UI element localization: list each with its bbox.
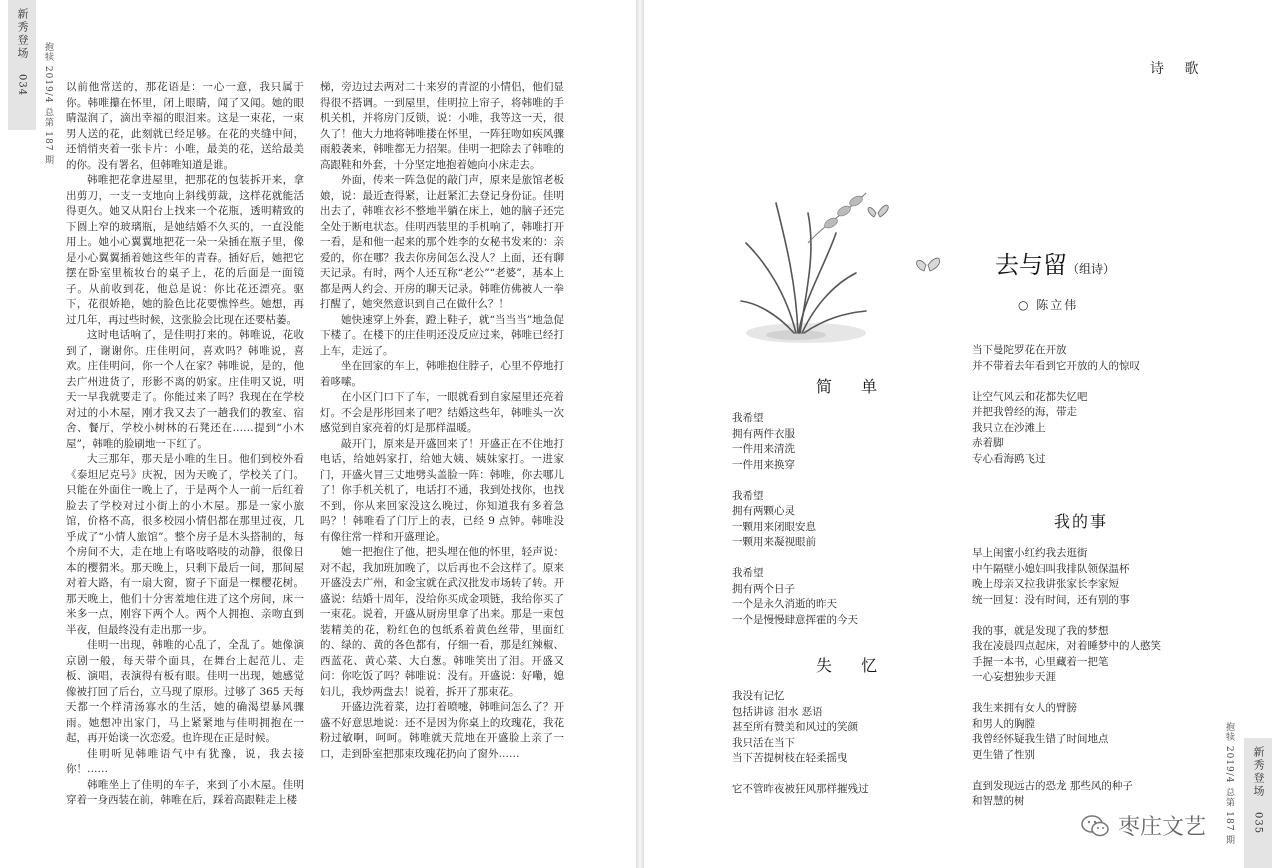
poem-line: 我的事，就是发现了我的梦想 bbox=[972, 624, 1109, 637]
right-edge-tab bbox=[1244, 738, 1272, 868]
orchid-butterfly-illustration bbox=[736, 183, 958, 353]
poem-line: 包括讲谚 泪水 恶语 bbox=[732, 705, 823, 718]
poem-amnesia-continued bbox=[972, 343, 1140, 467]
poem-line: 更生错了性别 bbox=[972, 748, 1035, 761]
poem-line: 我曾经怀疑我生错了时间地点 bbox=[972, 733, 1109, 745]
poem-line: 让空气风云和花都失忆吧 bbox=[972, 390, 1088, 403]
story-paragraph: 开盛边洗着菜，边打着喷嚏，韩唯问怎么了？开盛不好意思地说：还不是因为你桌上的玫瑰花，我花粉过敏啊，呵呵。韩唯就天荒地在开盛脸上亲了一口，走到卧室把那束玫瑰花扔向了窗外…… bbox=[320, 701, 564, 760]
poem-line: 我生来拥有女人的臂膀 bbox=[972, 702, 1077, 714]
left-edge-tab-label: 新秀登场 bbox=[16, 8, 29, 60]
poem-line: 一个是永久消逝的昨天 bbox=[732, 598, 837, 610]
poem-title-simple: 简 单 bbox=[816, 377, 890, 396]
stanza-break bbox=[972, 763, 1161, 779]
left-edge-tab bbox=[8, 0, 36, 130]
stanza-break bbox=[972, 374, 1140, 390]
watermark bbox=[1080, 810, 1206, 841]
poem-line: 拥有两个日子 bbox=[732, 582, 795, 595]
story-paragraph: 她快速穿上外套，蹬上鞋子，就“当当当”地急促下楼了。在楼下的庄佳明还没反应过来，韩唯已经打上车，走远了。 bbox=[320, 313, 564, 357]
story-paragraph: 在小区门口下了车，一眼就看到自家屋里还亮着灯。不会是彤彤回来了吧？结婚这些年，韩唯头一次感觉到自家亮着的灯是那样温暖。 bbox=[320, 391, 564, 434]
poem-line: 并不带着去年看到它开放的人的惊叹 bbox=[972, 359, 1140, 372]
poem-line: 甚至所有赞美和风过的笑颜 bbox=[732, 721, 858, 733]
poem-line: 它不管昨夜被狂风那样摧残过 bbox=[732, 783, 869, 795]
story-paragraph: 敲开门，原来是开盛回来了！开盛正在不住地打电话，给她妈家打，给她大姨、姨妹家打。一进家门，开盛火冒三丈地劈头盖脸一阵：韩唯，你去哪儿了！你手机关机了，电话打不通，我到处找你，也找不到，你从来回家没这么晚过，你知道我有多着急吗？！韩唯看了门厅上的表，已经 9 点钟。韩唯没有像往常一样和开盛理论。 bbox=[320, 437, 564, 543]
right-page-number: 035 bbox=[1252, 812, 1264, 835]
stanza-break bbox=[732, 551, 858, 567]
story-paragraph: 大三那年，那天是小唯的生日。他们到校外看《泰坦尼克号》庆祝，因为天晚了，学校关了门。只能在外面住一晚上了，于是两个人一前一后红着脸去了学校对过小街上的小木屋。那是一家小旅馆，价格不高，很多校园小情侣都在那里过夜，几乎成了“小情人旅馆”。整个房子是木头搭制的，每个房间不大，走在地上有咯吱咯吱的动静，很像日本的樱猬米。那天晚上，只剩下最后一间，那间屋对着大路，有一扇大窗，窗子下面是一棵樱花树。那天晚上，他们十分害羞地住进了这个房间，床一米多一点，刚容下两个人。两个人拥抱、亲吻直到半夜，但最终没有走出那一步。 bbox=[66, 453, 304, 636]
spine-gutter bbox=[636, 0, 644, 868]
story-paragraph: 外面，传来一阵急促的敲门声，原来是旅馆老板娘，说：最近查得紧，让赶紧汇去登记身份证。佳明出去了，韩唯衣衫不整地半躺在床上，她的脑子还完全处于断电状态。佳明西装里的手机响了，韩唯打开一看，是和他一起来的那个姓李的女秘书发来的：亲爱的，你在哪？我去你房间怎么没人？上面，还有聊天记录。有时，两个人还互称“老公”“老婆”，基本上都是两人约会、开房的聊天记录。韩唯仿佛被人一拳打醒了，她突然意识到自己在做什么？！ bbox=[320, 174, 564, 310]
story-paragraph: 她一把抱住了他，把头埋在他的怀里，轻声说：对不起，我加班加晚了，以后再也不会这样了。原来开盛没去广州，和金宝就在武汉批发市场转了转。开盛说：结婚十周年，没给你买成金项链，我给你买了一束花。说着，开盛从厨房里拿了出来。那是一束包装精美的花，粉红色的包纸系着黄色丝带，里面红的、绿的、黄的各色都有，仔细一看，那是红辣椒、西蓝花、黄心菜、大白葱。韩唯笑出了泪。开盛又问：你吃饭了吗？韩唯说：没有。开盛说：好嘞，媳妇儿，我炒两盘去！说着，拆开了那束花。 bbox=[320, 546, 564, 698]
poem-line: 统一回复：没有时间，还有别的事 bbox=[972, 593, 1130, 606]
stanza-break bbox=[732, 473, 858, 489]
left-page bbox=[0, 0, 636, 868]
story-paragraph: 佳明一出现，韩唯的心乱了，全乱了。她像演京剧一般，每天带个面具，在舞台上起范儿、走板、演唱，表演得有板有眼。佳明一出现，她感觉像被打回了后台，立马现了原形。过够了 365 天每天都一个样清汤寡水的生活，她的确渴望暴风骤雨。她想冲出家门，马上紧紧地与佳明拥抱在一起，再开始谈一次恋爱。也许现在正是时候。 bbox=[66, 639, 304, 744]
section-label: 诗 歌 bbox=[1150, 61, 1207, 77]
poem-line: 我只活在当下 bbox=[732, 736, 795, 749]
story-paragraph: 坐在回家的车上，韩唯抱住脖子，心里不停地打着哆嗦。 bbox=[320, 360, 564, 388]
stanza-break bbox=[972, 608, 1161, 624]
right-edge-tab-label: 新秀登场 bbox=[1252, 746, 1265, 798]
poem-line: 早上闺蜜小红约我去逛街 bbox=[972, 547, 1088, 559]
butterfly-icon-1 bbox=[868, 205, 888, 217]
poem-set-title-suffix: （组诗） bbox=[1067, 262, 1116, 276]
poem-line: 拥有两颗心灵 bbox=[732, 505, 795, 517]
butterfly-icon-2 bbox=[917, 258, 940, 271]
poem-line: 和智慧的树 bbox=[972, 795, 1025, 807]
poem-line: 拥有两件衣服 bbox=[732, 427, 795, 440]
poem-simple-body bbox=[732, 411, 858, 628]
poem-line: 专心看海鸥飞过 bbox=[972, 452, 1046, 465]
poem-line: 一心妄想独步天涯 bbox=[972, 671, 1056, 683]
wechat-icon bbox=[1080, 814, 1110, 838]
poem-line: 一件用来清洗 bbox=[732, 443, 795, 455]
poem-title-amnesia: 失 忆 bbox=[816, 656, 890, 675]
poem-line: 我只立在沙滩上 bbox=[972, 421, 1046, 434]
poem-line: 晚上母亲又拉我讲张家长李家短 bbox=[972, 578, 1119, 590]
story-column-a bbox=[66, 80, 304, 809]
poem-amnesia-body bbox=[732, 689, 869, 798]
poem-line: 直到发现远古的恐龙 那些风的种子 bbox=[972, 779, 1133, 792]
poem-line: 我希望 bbox=[732, 489, 764, 502]
story-paragraph: 这时电话响了，是佳明打来的。韩唯说，花收到了，谢谢你。庄佳明问，喜欢吗？韩唯说，喜欢。庄佳明问，你一个人在家？韩唯说，是的，他去广州进货了，形影不离的奶家。庄佳明又说，明天一早我就要走了。你能过来了吗？我现在在学校对过的小木屋，刚才我又去了一趟我们的教室、宿舍、餐厅，学校小树林的石凳还在……提到“小木屋”，韩唯的脸刷地一下红了。 bbox=[66, 329, 304, 450]
poem-my-matter-body bbox=[972, 546, 1161, 810]
poem-line: 当下曼陀罗花在开放 bbox=[972, 344, 1067, 356]
poem-line: 我希望 bbox=[732, 567, 764, 579]
story-column-b bbox=[320, 80, 564, 762]
poem-line: 我在凌晨四点起床，对着睡梦中的人憨笑 bbox=[972, 640, 1161, 652]
poem-line: 我没有记忆 bbox=[732, 690, 785, 702]
story-paragraph: 以前他常送的，那花语是：一心一意，我只属于你。韩唯攥在怀里，闭上眼睛，闻了又闻。她的眼睛湿润了，滴出幸福的眼泪来。这是一束花，一束男人送的花，此刻就已经足够。在花的夹缝中间，还悄悄夹着一张卡片：小唯，最美的花，送给最美的你。没有署名，但韩唯知道是谁。 bbox=[66, 81, 304, 171]
watermark-text: 枣庄文艺 bbox=[1118, 815, 1207, 840]
stanza-break bbox=[732, 767, 869, 783]
poem-line: 中午隔壁小媳妇叫我排队领保温杯 bbox=[972, 562, 1130, 575]
story-paragraph: 梯，旁边过去两对二十来岁的青涩的小情侣，他们显得很不搭调。一到屋里，佳明拉上帘子，将韩唯的手机关机，并将房门反锁，说：小唯，我等这一天，很久了！他大力地将韩唯搂在怀里，一阵狂吻如疾风骤雨般袭来，韩唯都无力招架。佳明一把除去了韩唯的高跟鞋和外套，十分坚定地抱着她向小床走去。 bbox=[320, 81, 564, 171]
poem-set-title-text: 去与留 bbox=[995, 251, 1067, 279]
poem-title-my-matter: 我的事 bbox=[1054, 512, 1109, 531]
poem-line: 并把我曾经的海，带走 bbox=[972, 406, 1077, 418]
poem-line: 我希望 bbox=[732, 412, 764, 424]
poem-line: 手握一本书，心里藏着一把笔 bbox=[972, 655, 1109, 668]
poem-line: 赤着脚 bbox=[972, 437, 1004, 449]
poem-line: 一颗用来闭眼安息 bbox=[732, 520, 816, 533]
left-page-number: 034 bbox=[16, 74, 28, 97]
poem-line: 一个是慢慢肆意挥霍的今天 bbox=[732, 613, 858, 626]
stanza-break bbox=[972, 686, 1161, 702]
poem-set-title bbox=[995, 245, 1115, 280]
poem-line: 当下苦提树枝在轻柔摇曳 bbox=[732, 752, 848, 764]
right-issue-text: 抱犊 2019/4 总第 187 期 bbox=[1224, 722, 1234, 846]
author-byline: ○ 陈立伟 bbox=[1018, 298, 1079, 312]
story-paragraph: 韩唯坐上了佳明的车子，来到了小木屋。佳明穿着一身西装在前，韩唯在后，踩着高跟鞋走上楼 bbox=[66, 778, 304, 806]
poem-line: 一件用来换穿 bbox=[732, 458, 795, 471]
story-paragraph: 佳明听见韩唯语气中有犹豫，说，我去接你！…… bbox=[66, 747, 304, 775]
poem-line: 一颗用来凝视眼前 bbox=[732, 536, 816, 548]
poem-line: 和男人的胸膛 bbox=[972, 717, 1035, 730]
story-paragraph: 韩唯把花拿进屋里，把那花的包装拆开来，拿出剪刀，一支一支地向上斜线剪裁，这样花就能活得更久。她又从阳台上找来一个花瓶，透明精致的下圆上窄的玻璃瓶，是她结婚不久买的，一直没能用上。她小心翼翼地把花一朵一朵插在瓶子里，像是小心翼翼插着她这些年的青春。插好后，她把它摆在卧室里梳妆台的桌子上，花的后面是一面镜子。从前收到花，他总是说：你比花还漂亮。驱下，花很娇艳，她的脸色比花要憔悴些。她想，再过几年，再过些时候，这张脸会比现在还要枯萎。 bbox=[66, 174, 304, 326]
left-issue-text: 抱犊 2019/4 总第 187 期 bbox=[43, 42, 53, 166]
